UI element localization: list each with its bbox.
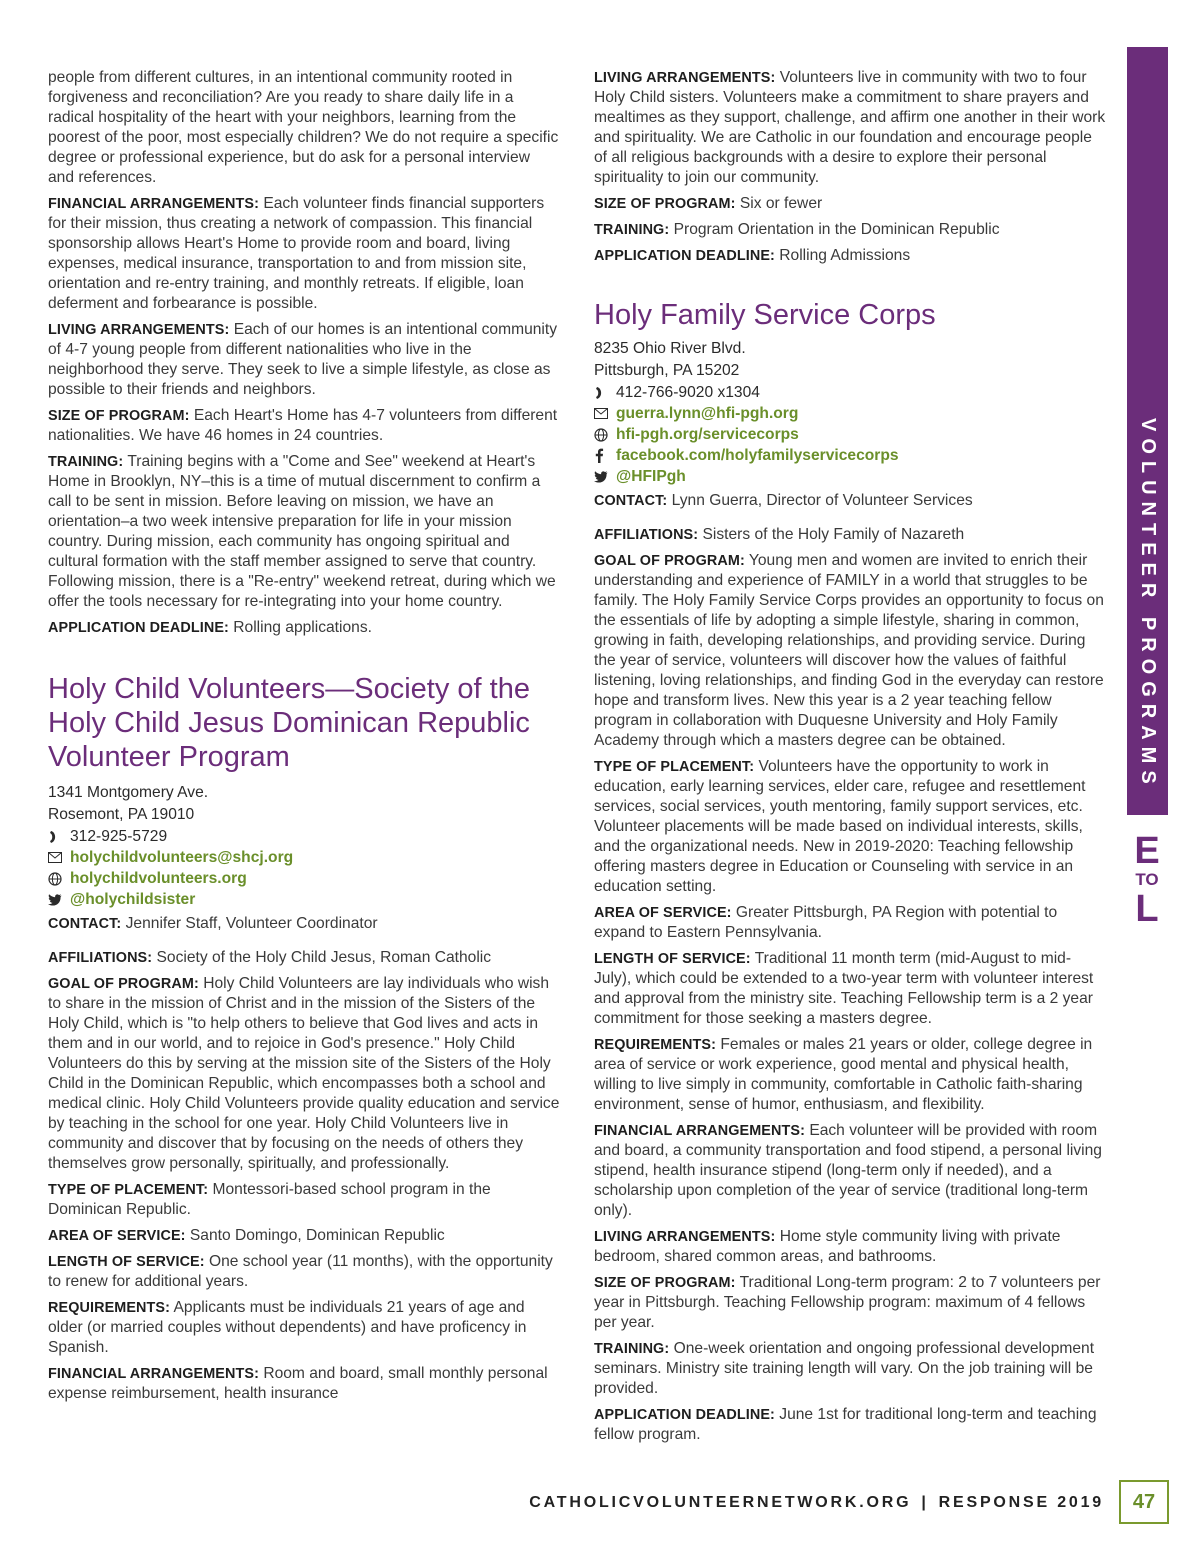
field-label: AREA OF SERVICE: <box>48 1228 186 1244</box>
field-label: AFFILIATIONS: <box>48 950 153 966</box>
alphabet-range <box>1122 832 1172 928</box>
field-text: Training begins with a "Come and See" weekend at Heart's Home in Brooklyn, NY–this is a time of mutual discernment to confirm a call to be sent in mission. Before leaving on mission, we have an orientation–a two week intensive preparation for life in your mission country. During mission, each community has ongoing spiritual and cultural formation with the staff member assigned to serve that country. Following mission, there is a "Re-entry" weekend retreat, during which we offer the tools necessary for re-integrating into your home country. <box>48 453 556 610</box>
field-paragraph <box>48 1226 560 1246</box>
field-paragraph <box>594 1273 1106 1333</box>
twitter-link[interactable]: @holychildsister <box>70 891 196 908</box>
address-line-2: Rosemont, PA 19010 <box>48 806 195 823</box>
field-text: Rolling Admissions <box>779 247 911 264</box>
website-row <box>594 424 1106 445</box>
field-paragraph <box>594 757 1106 897</box>
field-text: Volunteers have the opportunity to work in education, early learning services, elder care, refugee and resettlement services, social services, youth mentoring, family support services, etc. Volunteer placements will be made based on individual interests, skills, and the organizational needs. New in 2019-2020: Teaching fellowship offering masters degree in Education or Counseling with service in an education setting. <box>594 758 1086 895</box>
field-label: CONTACT: <box>48 916 122 932</box>
email-link[interactable]: holychildvolunteers@shcj.org <box>70 849 294 866</box>
field-text: Home style community living with private bedroom, shared common areas, and bathrooms. <box>594 1228 1061 1265</box>
field-label: REQUIREMENTS: <box>594 1037 717 1053</box>
field-paragraph <box>48 974 560 1174</box>
field-paragraph <box>594 1121 1106 1221</box>
phone-row <box>594 382 1106 403</box>
field-paragraph <box>594 1035 1106 1115</box>
field-label: GOAL OF PROGRAM: <box>594 553 745 569</box>
twitter-row <box>48 889 560 910</box>
field-text: Greater Pittsburgh, PA Region with potential to expand to Eastern Pennsylvania. <box>594 904 1058 941</box>
field-label: APPLICATION DEADLINE: <box>594 1407 775 1423</box>
field-paragraph <box>48 1298 560 1358</box>
field-text: Young men and women are invited to enrich their understanding and experience of FAMILY in a world that struggles to be family. The Holy Family Service Corps provides an opportunity to focus on the essentials of life by adopting a simple lifestyle, sharing in common, growing in faith, developing relationships, and providing service. During the year of service, volunteers will discover how the values of faithful listening, loving relationships, and finding God in the everyday can restore hope and transform lives. New this year is a 2 year teaching fellow program in collaboration with Duquesne University and Holy Family Academy through which a masters degree can be obtained. <box>594 552 1104 749</box>
phone-icon <box>48 830 70 844</box>
field-paragraph <box>594 220 1106 240</box>
field-paragraph <box>48 1364 560 1404</box>
page-number: 47 <box>1119 1480 1169 1524</box>
phone-row <box>48 826 560 847</box>
field-label: APPLICATION DEADLINE: <box>594 248 775 264</box>
field-paragraph <box>594 949 1106 1029</box>
email-row <box>48 847 560 868</box>
range-from: E <box>1134 830 1160 872</box>
field-text: June 1st for traditional long-term and teaching fellow program. <box>594 1406 1097 1443</box>
field-label: LIVING ARRANGEMENTS: <box>594 1229 776 1245</box>
address-line-2: Pittsburgh, PA 15202 <box>594 362 740 379</box>
address-line-1: 8235 Ohio River Blvd. <box>594 340 746 357</box>
field-paragraph <box>594 68 1106 188</box>
contact-name: Lynn Guerra, Director of Volunteer Services <box>671 492 973 509</box>
field-text: Six or fewer <box>739 195 823 212</box>
twitter-row <box>594 466 1106 487</box>
left-column <box>48 68 560 1410</box>
facebook-icon <box>594 448 616 463</box>
field-text: Traditional Long-term program: 2 to 7 volunteers per year in Pittsburgh. Teaching Fellowship program: maximum of 4 fellows per year. <box>594 1274 1101 1331</box>
field-paragraph <box>48 320 560 400</box>
field-label: LIVING ARRANGEMENTS: <box>48 322 230 338</box>
field-text: Each Heart's Home has 4-7 volunteers from different nationalities. We have 46 homes in 24 countries. <box>48 407 558 444</box>
field-text: Holy Child Volunteers are lay individuals who wish to share in the mission of Christ and in the mission of the Sisters of the Holy Child, which is "to help others to believe that God lives and acts in them and in our world, and to rejoice in God's presence." Holy Child Volunteers do this by serving at the mission site of the Sisters of the Holy Child in the Dominican Republic, which encompasses both a school and medical clinic. Holy Child Volunteers provide quality education and service by teaching in the school for one year. Holy Child Volunteers live in community and discover that by focusing on the needs of others they themselves grow personally, spiritually, and professionally. <box>48 975 560 1172</box>
phone-number: 412-766-9020 x1304 <box>616 384 760 401</box>
footer-site: CATHOLICVOLUNTEERNETWORK.ORG <box>529 1494 912 1511</box>
field-paragraph <box>594 246 1106 266</box>
field-label: LENGTH OF SERVICE: <box>594 951 751 967</box>
field-label: SIZE OF PROGRAM: <box>594 196 736 212</box>
globe-icon <box>594 428 616 442</box>
email-row <box>594 403 1106 424</box>
field-paragraph <box>48 194 560 314</box>
footer-issue: RESPONSE 2019 <box>938 1494 1104 1511</box>
field-text: Program Orientation in the Dominican Republic <box>673 221 1000 238</box>
section-tab-label-wrap <box>1127 47 1168 815</box>
field-text: Females or males 21 years or older, college degree in area of service or work experience, good mental and physical health, willing to live simply in community, comfortable in Catholic faith-sharing environment, sense of humor, enthusiasm, and flexibility. <box>594 1036 1093 1113</box>
field-label: FINANCIAL ARRANGEMENTS: <box>594 1123 805 1139</box>
field-paragraph <box>48 452 560 612</box>
field-paragraph <box>48 948 560 968</box>
field-text: Society of the Holy Child Jesus, Roman Catholic <box>156 949 492 966</box>
website-link[interactable]: holychildvolunteers.org <box>70 870 247 887</box>
field-label: AREA OF SERVICE: <box>594 905 732 921</box>
range-to-word: TO <box>1135 870 1159 889</box>
field-text: Applicants must be individuals 21 years of age and older (or married couples without dependents) and have proficency in Spanish. <box>48 1299 527 1356</box>
contact-name: Jennifer Staff, Volunteer Coordinator <box>125 915 378 932</box>
field-label: TRAINING: <box>48 454 124 470</box>
field-text: Each volunteer finds financial supporters for their mission, thus creating a network of compassion. This financial sponsorship allows Heart's Home to provide room and board, living expenses, medical insurance, transportation to and from mission site, orientation and re-entry training, and monthly retreats. If eligible, loan deferment and forbearance is possible. <box>48 195 545 312</box>
field-text: Traditional 11 month term (mid-August to mid-July), which could be extended to a two-year term with volunteer interest and approval from the ministry site. Teaching Fellowship term is a 2 year commitment for those seeking a masters degree. <box>594 950 1094 1027</box>
field-paragraph <box>594 1227 1106 1267</box>
range-to: L <box>1135 888 1159 930</box>
field-paragraph <box>594 1339 1106 1399</box>
field-paragraph <box>48 1252 560 1292</box>
intro-paragraph: people from different cultures, in an intentional community rooted in forgiveness and reconciliation? Are you ready to share daily life in a radical hospitality of the heart with your neighbors, learning from the poorest of the poor, most especially children? We do not require a specific degree or professional experience, but do ask for a personal interview and references. <box>48 69 559 186</box>
field-text: Sisters of the Holy Family of Nazareth <box>702 526 965 543</box>
field-label: TRAINING: <box>594 1341 670 1357</box>
right-column <box>594 68 1106 1451</box>
field-label: GOAL OF PROGRAM: <box>48 976 199 992</box>
footer-separator: | <box>921 1494 929 1511</box>
field-paragraph <box>594 903 1106 943</box>
field-text: Each volunteer will be provided with room and board, a community transportation and food stipend, a personal living stipend, health insurance stipend (long-term only if needed), and a scholarship upon completion of the year of service (traditional long-term only). <box>594 1122 1102 1219</box>
field-label: AFFILIATIONS: <box>594 527 699 543</box>
field-label: REQUIREMENTS: <box>48 1300 171 1316</box>
field-label: LENGTH OF SERVICE: <box>48 1254 205 1270</box>
email-icon <box>594 408 616 419</box>
email-icon <box>48 852 70 863</box>
program-title: Holy Child Volunteers—Society of the Holy Child Jesus Dominican Republic Volunteer Program <box>48 673 530 773</box>
website-link[interactable]: hfi-pgh.org/servicecorps <box>616 426 799 443</box>
page-footer <box>529 1494 1104 1512</box>
email-link[interactable]: guerra.lynn@hfi-pgh.org <box>616 405 799 422</box>
address-line-1: 1341 Montgomery Ave. <box>48 784 209 801</box>
field-paragraph <box>594 525 1106 545</box>
field-paragraph <box>48 1180 560 1220</box>
field-text: Volunteers live in community with two to four Holy Child sisters. Volunteers make a commitment to share prayers and mealtimes as they support, challenge, and affirm one another in their work and spirituality. We are Catholic in our foundation and encourage people of all religious backgrounds with a desire to explore their personal spirituality to join our community. <box>594 69 1106 186</box>
field-text: Santo Domingo, Dominican Republic <box>189 1227 445 1244</box>
phone-icon <box>594 386 616 400</box>
field-label: APPLICATION DEADLINE: <box>48 620 229 636</box>
field-text: Rolling applications. <box>233 619 372 636</box>
field-paragraph <box>48 618 560 638</box>
field-text: Montessori-based school program in the Dominican Republic. <box>48 1181 491 1218</box>
twitter-icon <box>594 471 616 483</box>
field-paragraph <box>594 551 1106 751</box>
field-text: One school year (11 months), with the opportunity to renew for additional years. <box>48 1253 553 1290</box>
field-label: FINANCIAL ARRANGEMENTS: <box>48 196 259 212</box>
facebook-row <box>594 445 1106 466</box>
field-text: One-week orientation and ongoing professional development seminars. Ministry site training length will vary. On the job training will be provided. <box>594 1340 1095 1397</box>
field-label: SIZE OF PROGRAM: <box>594 1275 736 1291</box>
field-label: FINANCIAL ARRANGEMENTS: <box>48 1366 259 1382</box>
field-paragraph <box>594 194 1106 214</box>
twitter-icon <box>48 894 70 906</box>
website-row <box>48 868 560 889</box>
field-text: Room and board, small monthly personal expense reimbursement, health insurance <box>48 1365 548 1402</box>
field-text: Each of our homes is an intentional community of 4-7 young people from different nationalities who live in the neighborhood they serve. They seek to live a simple lifestyle, as close as possible to their friends and neighbors. <box>48 321 558 398</box>
field-label: TYPE OF PLACEMENT: <box>48 1182 209 1198</box>
twitter-link[interactable]: @HFIPgh <box>616 468 686 485</box>
section-tab <box>1127 47 1168 815</box>
globe-icon <box>48 872 70 886</box>
field-label: LIVING ARRANGEMENTS: <box>594 70 776 86</box>
program-title: Holy Family Service Corps <box>594 299 936 331</box>
field-paragraph <box>594 1405 1106 1445</box>
field-label: CONTACT: <box>594 493 668 509</box>
contact-paragraph <box>594 491 1106 511</box>
field-label: TYPE OF PLACEMENT: <box>594 759 755 775</box>
field-paragraph <box>48 406 560 446</box>
contact-paragraph <box>48 914 560 934</box>
facebook-link[interactable]: facebook.com/holyfamilyservicecorps <box>616 447 899 464</box>
section-tab-label: VOLUNTEER PROGRAMS <box>1137 418 1159 791</box>
phone-number: 312-925-5729 <box>70 828 168 845</box>
field-label: TRAINING: <box>594 222 670 238</box>
field-label: SIZE OF PROGRAM: <box>48 408 190 424</box>
